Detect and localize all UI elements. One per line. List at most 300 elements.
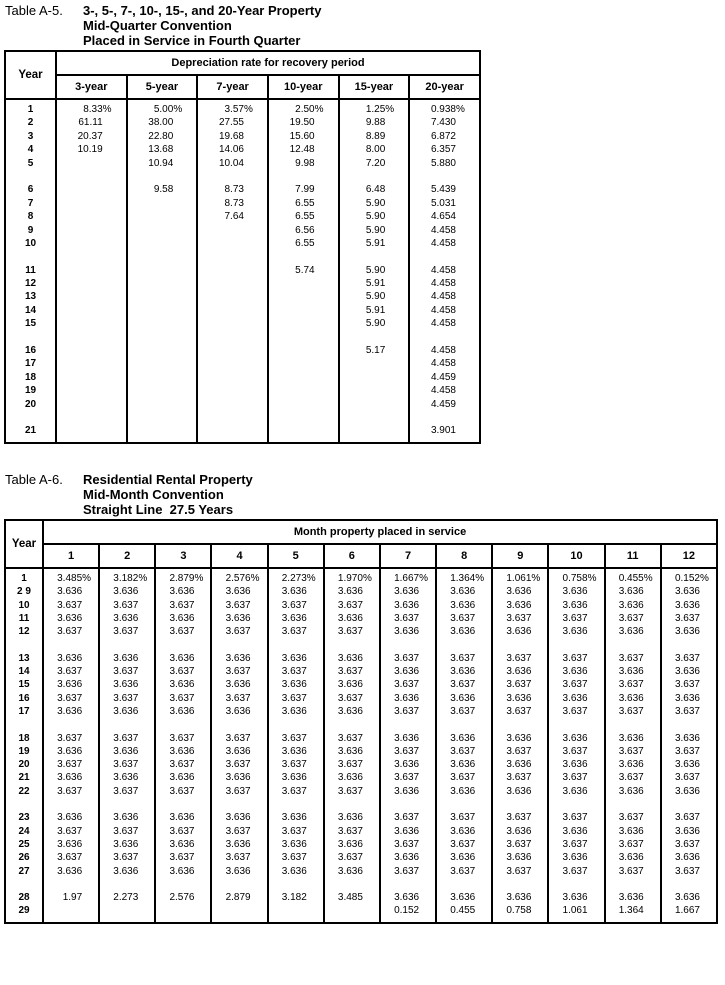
value-number: 3.636 <box>618 825 644 837</box>
table-a6-title <box>5 472 253 517</box>
table-a6-data-column-10 <box>548 568 604 923</box>
value-number: 3.637 <box>337 626 363 638</box>
value-cell <box>128 131 197 144</box>
value-cell <box>100 892 154 905</box>
value-cell <box>410 225 479 238</box>
value-number: 19.68 <box>218 130 244 142</box>
value-number: 3.637 <box>506 612 532 624</box>
value-cell <box>381 600 435 613</box>
value-cell <box>100 573 154 586</box>
value-number: 3.637 <box>618 838 644 850</box>
value-number: 3.636 <box>225 838 251 850</box>
empty-cell <box>212 905 266 918</box>
value-cell <box>606 706 660 719</box>
value-number: 3.637 <box>337 599 363 611</box>
value-cell <box>269 117 338 130</box>
value-cell <box>269 265 338 278</box>
value-number: 3.636 <box>169 745 195 757</box>
value-number: 3.636 <box>337 865 363 877</box>
table-a5-year-cell-13 <box>6 291 55 304</box>
value-cell <box>662 653 716 666</box>
value-cell <box>269 759 323 772</box>
empty-cell <box>493 719 547 732</box>
value-number: 0.152 <box>394 905 420 917</box>
empty-cell <box>381 639 435 652</box>
value-cell <box>549 600 603 613</box>
empty-cell <box>549 639 603 652</box>
value-cell <box>340 198 409 211</box>
empty-cell <box>340 425 409 438</box>
value-cell <box>269 613 323 626</box>
table-a5-year-cell-6 <box>6 184 55 197</box>
value-cell <box>410 117 479 130</box>
empty-cell <box>269 345 338 358</box>
table-a5-year-cell-18 <box>6 372 55 385</box>
value-cell <box>100 786 154 799</box>
year-label: 19 <box>24 385 37 397</box>
value-cell <box>44 653 98 666</box>
value-cell <box>212 812 266 825</box>
value-number: 3.637 <box>562 705 588 717</box>
table-a5-header-row-1 <box>5 51 480 75</box>
table-a6-label: Table A-6. <box>5 472 63 487</box>
value-cell <box>549 693 603 706</box>
value-cell <box>662 626 716 639</box>
value-cell <box>549 772 603 785</box>
table-a5-title <box>5 3 321 48</box>
value-number: 3.636 <box>113 812 139 824</box>
value-cell <box>325 666 379 679</box>
table-a5-spacer <box>6 412 55 425</box>
value-number: 3.637 <box>113 666 139 678</box>
value-cell <box>549 839 603 852</box>
value-cell <box>549 812 603 825</box>
value-number: 1.364 <box>618 905 644 917</box>
year-label: 15 <box>18 679 30 691</box>
table-a5-label: Table A-5. <box>5 3 63 18</box>
value-cell <box>381 706 435 719</box>
table-a5-year-cell-12 <box>6 278 55 291</box>
value-number: 2.879 <box>169 573 195 584</box>
value-number: 3.637 <box>506 865 532 877</box>
value-cell <box>325 892 379 905</box>
value-number: 3.636 <box>450 732 476 744</box>
table-a6-year-cell-15 <box>6 679 42 692</box>
value-number: 2.879 <box>225 892 251 904</box>
value-cell <box>325 586 379 599</box>
value-number: 3.636 <box>169 652 195 664</box>
value-number: 3.637 <box>57 599 83 611</box>
value-number: 2.273 <box>113 892 139 904</box>
table-a6-data-column-6 <box>324 568 380 923</box>
value-number: 3.636 <box>506 759 532 771</box>
table-a5-span-header: Depreciation rate for recovery period <box>56 51 480 75</box>
value-cell <box>606 693 660 706</box>
value-number: 3.636 <box>450 852 476 864</box>
empty-cell <box>269 639 323 652</box>
value-cell <box>269 600 323 613</box>
value-cell <box>269 144 338 157</box>
value-number: 3.636 <box>57 705 83 717</box>
value-cell <box>410 104 479 117</box>
empty-cell <box>57 318 126 331</box>
value-cell <box>198 211 267 224</box>
value-cell <box>437 839 491 852</box>
year-label: 10 <box>18 599 30 611</box>
value-cell <box>212 786 266 799</box>
value-number: 2.50 <box>295 104 315 115</box>
value-cell <box>212 733 266 746</box>
value-cell <box>493 613 547 626</box>
value-cell <box>128 104 197 117</box>
table-a5-header <box>5 51 480 99</box>
empty-cell <box>198 251 267 264</box>
value-number: 3.637 <box>337 785 363 797</box>
table-a6-year-cell-1 <box>6 573 42 586</box>
year-label: 24 <box>18 825 30 837</box>
value-cell <box>606 905 660 918</box>
value-number: 3.636 <box>225 679 251 691</box>
value-cell <box>212 666 266 679</box>
empty-cell <box>57 265 126 278</box>
value-cell <box>100 733 154 746</box>
value-cell <box>410 238 479 251</box>
value-cell <box>269 746 323 759</box>
year-label: 3 <box>27 130 34 142</box>
value-number: 3.637 <box>450 812 476 824</box>
value-number: 3.637 <box>450 679 476 691</box>
value-number: 3.636 <box>337 679 363 691</box>
value-cell <box>606 613 660 626</box>
value-cell <box>606 826 660 839</box>
value-cell <box>156 573 210 586</box>
value-number: 12.48 <box>289 144 315 156</box>
year-label: 1 <box>27 104 34 115</box>
value-number: 3.637 <box>450 705 476 717</box>
value-cell <box>156 693 210 706</box>
value-cell <box>493 826 547 839</box>
table-a5-spacer <box>6 332 55 345</box>
empty-cell <box>100 799 154 812</box>
value-number: 3.637 <box>674 838 700 850</box>
percent-sign: % <box>243 104 253 115</box>
value-number: 5.00 <box>153 104 174 115</box>
value-number: 3.637 <box>169 852 195 864</box>
year-label: 11 <box>18 612 30 624</box>
percent-sign: % <box>587 573 597 584</box>
value-number: 3.637 <box>113 825 139 837</box>
table-a6-data-column-7 <box>380 568 436 923</box>
table-a5-spacer <box>6 171 55 184</box>
year-label: 27 <box>18 865 30 877</box>
value-cell <box>44 866 98 879</box>
empty-cell <box>57 171 126 184</box>
value-cell <box>410 358 479 371</box>
value-cell <box>44 772 98 785</box>
value-cell <box>437 826 491 839</box>
value-cell <box>437 613 491 626</box>
value-cell <box>212 852 266 865</box>
value-cell <box>606 772 660 785</box>
value-number: 3.636 <box>113 679 139 691</box>
percent-sign: % <box>475 573 485 584</box>
empty-cell <box>57 238 126 251</box>
value-number: 3.636 <box>506 599 532 611</box>
empty-cell <box>57 291 126 304</box>
value-number: 3.636 <box>281 865 307 877</box>
value-number: 3.636 <box>450 626 476 638</box>
value-number: 38.00 <box>148 117 174 129</box>
empty-cell <box>57 372 126 385</box>
value-number: 3.637 <box>281 666 307 678</box>
value-number: 5.880 <box>430 157 456 169</box>
table-a5-year-cell-10 <box>6 238 55 251</box>
value-number: 3.637 <box>674 679 700 691</box>
empty-cell <box>269 399 338 412</box>
value-number: 10.04 <box>218 157 244 169</box>
value-cell <box>100 746 154 759</box>
empty-cell <box>128 399 197 412</box>
value-cell <box>44 626 98 639</box>
empty-cell <box>269 278 338 291</box>
value-cell <box>325 600 379 613</box>
value-number: 3.637 <box>562 838 588 850</box>
value-number: 3.637 <box>562 612 588 624</box>
value-cell <box>198 158 267 171</box>
empty-cell <box>44 905 98 918</box>
value-number: 3.637 <box>169 732 195 744</box>
value-cell <box>549 746 603 759</box>
value-cell <box>212 573 266 586</box>
value-number: 3.636 <box>225 586 251 598</box>
value-cell <box>662 706 716 719</box>
value-number: 3.637 <box>337 825 363 837</box>
value-number: 3.636 <box>169 772 195 784</box>
empty-cell <box>269 719 323 732</box>
value-cell <box>606 759 660 772</box>
value-cell <box>325 613 379 626</box>
value-cell <box>269 573 323 586</box>
value-number: 3.636 <box>113 772 139 784</box>
value-cell <box>410 265 479 278</box>
empty-cell <box>340 251 409 264</box>
value-cell <box>493 706 547 719</box>
empty-cell <box>410 171 479 184</box>
table-a5-data-column-1 <box>56 99 127 443</box>
empty-cell <box>493 879 547 892</box>
value-cell <box>549 905 603 918</box>
empty-cell <box>269 358 338 371</box>
table-a6-column-header-10: 10 <box>548 544 604 568</box>
value-number: 3.637 <box>281 626 307 638</box>
value-cell <box>269 892 323 905</box>
value-number: 3.636 <box>337 586 363 598</box>
value-cell <box>410 399 479 412</box>
value-number: 9.58 <box>153 184 174 196</box>
empty-cell <box>128 211 197 224</box>
value-number: 3.636 <box>674 586 700 598</box>
value-cell <box>212 839 266 852</box>
empty-cell <box>198 385 267 398</box>
value-number: 3.636 <box>281 772 307 784</box>
value-number: 3.637 <box>618 812 644 824</box>
value-number: 8.73 <box>224 184 244 196</box>
value-number: 3.636 <box>506 586 532 598</box>
value-cell <box>57 117 126 130</box>
value-cell <box>156 866 210 879</box>
value-cell <box>100 653 154 666</box>
value-cell <box>325 706 379 719</box>
value-number: 3.636 <box>618 759 644 771</box>
percent-sign: % <box>194 573 204 584</box>
value-number: 3.637 <box>394 865 420 877</box>
table-a6-year-cell-14 <box>6 666 42 679</box>
value-cell <box>340 225 409 238</box>
empty-cell <box>198 399 267 412</box>
value-number: 3.637 <box>169 692 195 704</box>
value-cell <box>410 425 479 438</box>
value-cell <box>381 613 435 626</box>
value-cell <box>606 866 660 879</box>
value-number: 3.636 <box>57 586 83 598</box>
value-number: 3.636 <box>506 692 532 704</box>
value-number: 3.637 <box>281 732 307 744</box>
empty-cell <box>128 251 197 264</box>
value-cell <box>662 905 716 918</box>
value-cell <box>381 693 435 706</box>
value-number: 3.637 <box>113 626 139 638</box>
value-number: 3.637 <box>394 705 420 717</box>
percent-sign: % <box>102 104 112 115</box>
empty-cell <box>212 719 266 732</box>
value-cell <box>606 600 660 613</box>
table-a6-spacer <box>6 639 42 652</box>
value-number: 3.636 <box>57 812 83 824</box>
value-number: 3.636 <box>169 612 195 624</box>
value-number: 3.636 <box>618 692 644 704</box>
empty-cell <box>381 799 435 812</box>
value-cell <box>549 852 603 865</box>
value-number: 3.637 <box>506 838 532 850</box>
value-cell <box>100 866 154 879</box>
value-cell <box>100 759 154 772</box>
value-number: 3.636 <box>674 692 700 704</box>
value-number: 2.576 <box>225 573 251 584</box>
table-a6-spacer <box>6 879 42 892</box>
value-cell <box>410 158 479 171</box>
value-cell <box>100 772 154 785</box>
value-cell <box>410 345 479 358</box>
value-number: 1.25 <box>365 104 386 115</box>
value-cell <box>437 693 491 706</box>
table-a5-year-cell-4 <box>6 144 55 157</box>
table-a5-data-column-2 <box>127 99 198 443</box>
value-number: 3.636 <box>113 586 139 598</box>
value-number: 3.637 <box>169 666 195 678</box>
percent-sign: % <box>456 104 465 115</box>
table-a6-year-cell-24 <box>6 826 42 839</box>
value-number: 13.68 <box>148 144 174 156</box>
year-label: 6 <box>27 184 34 196</box>
table-a5-body-row <box>5 99 480 443</box>
value-cell <box>662 826 716 839</box>
value-cell <box>212 892 266 905</box>
table-a6-year-cell-23 <box>6 812 42 825</box>
value-number: 3.636 <box>394 666 420 678</box>
value-cell <box>662 693 716 706</box>
value-number: 5.90 <box>365 211 386 223</box>
value-number: 3.57 <box>224 104 244 115</box>
value-cell <box>325 626 379 639</box>
value-number: 6.55 <box>295 197 315 209</box>
empty-cell <box>57 184 126 197</box>
percent-sign: % <box>531 573 541 584</box>
table-a6-column-header-4: 4 <box>211 544 267 568</box>
value-number: 4.458 <box>430 345 456 357</box>
empty-cell <box>662 879 716 892</box>
value-cell <box>44 786 98 799</box>
year-label: 10 <box>24 237 37 249</box>
value-number: 1.97 <box>62 892 83 904</box>
value-cell <box>100 839 154 852</box>
empty-cell <box>269 425 338 438</box>
value-number: 3.636 <box>562 852 588 864</box>
table-a6-title-lines <box>83 472 253 517</box>
value-number: 3.636 <box>113 865 139 877</box>
empty-cell <box>57 358 126 371</box>
empty-cell <box>128 345 197 358</box>
value-cell <box>212 679 266 692</box>
value-cell <box>340 211 409 224</box>
table-a5-year-cell-3 <box>6 131 55 144</box>
value-cell <box>381 679 435 692</box>
value-cell <box>437 786 491 799</box>
value-cell <box>44 613 98 626</box>
value-cell <box>437 733 491 746</box>
value-cell <box>269 706 323 719</box>
year-label: 28 <box>18 892 30 904</box>
value-cell <box>156 786 210 799</box>
value-number: 4.458 <box>430 385 456 397</box>
empty-cell <box>340 332 409 345</box>
value-cell <box>410 184 479 197</box>
value-number: 3.901 <box>430 425 456 437</box>
value-number: 3.636 <box>618 599 644 611</box>
value-number: 3.636 <box>506 732 532 744</box>
empty-cell <box>156 719 210 732</box>
empty-cell <box>340 171 409 184</box>
value-cell <box>212 772 266 785</box>
value-cell <box>269 733 323 746</box>
value-number: 3.637 <box>674 612 700 624</box>
value-cell <box>198 104 267 117</box>
value-cell <box>606 746 660 759</box>
value-number: 3.637 <box>225 666 251 678</box>
value-cell <box>156 613 210 626</box>
empty-cell <box>662 799 716 812</box>
value-cell <box>606 626 660 639</box>
value-cell <box>325 826 379 839</box>
empty-cell <box>493 799 547 812</box>
table-a6-year-header: Year <box>5 520 43 568</box>
table-a6-year-cell-25 <box>6 839 42 852</box>
value-number: 5.90 <box>365 291 386 303</box>
value-number: 0.152 <box>674 573 700 584</box>
value-cell <box>100 666 154 679</box>
value-cell <box>437 759 491 772</box>
table-a6-year-cell-28 <box>6 892 42 905</box>
value-cell <box>437 746 491 759</box>
